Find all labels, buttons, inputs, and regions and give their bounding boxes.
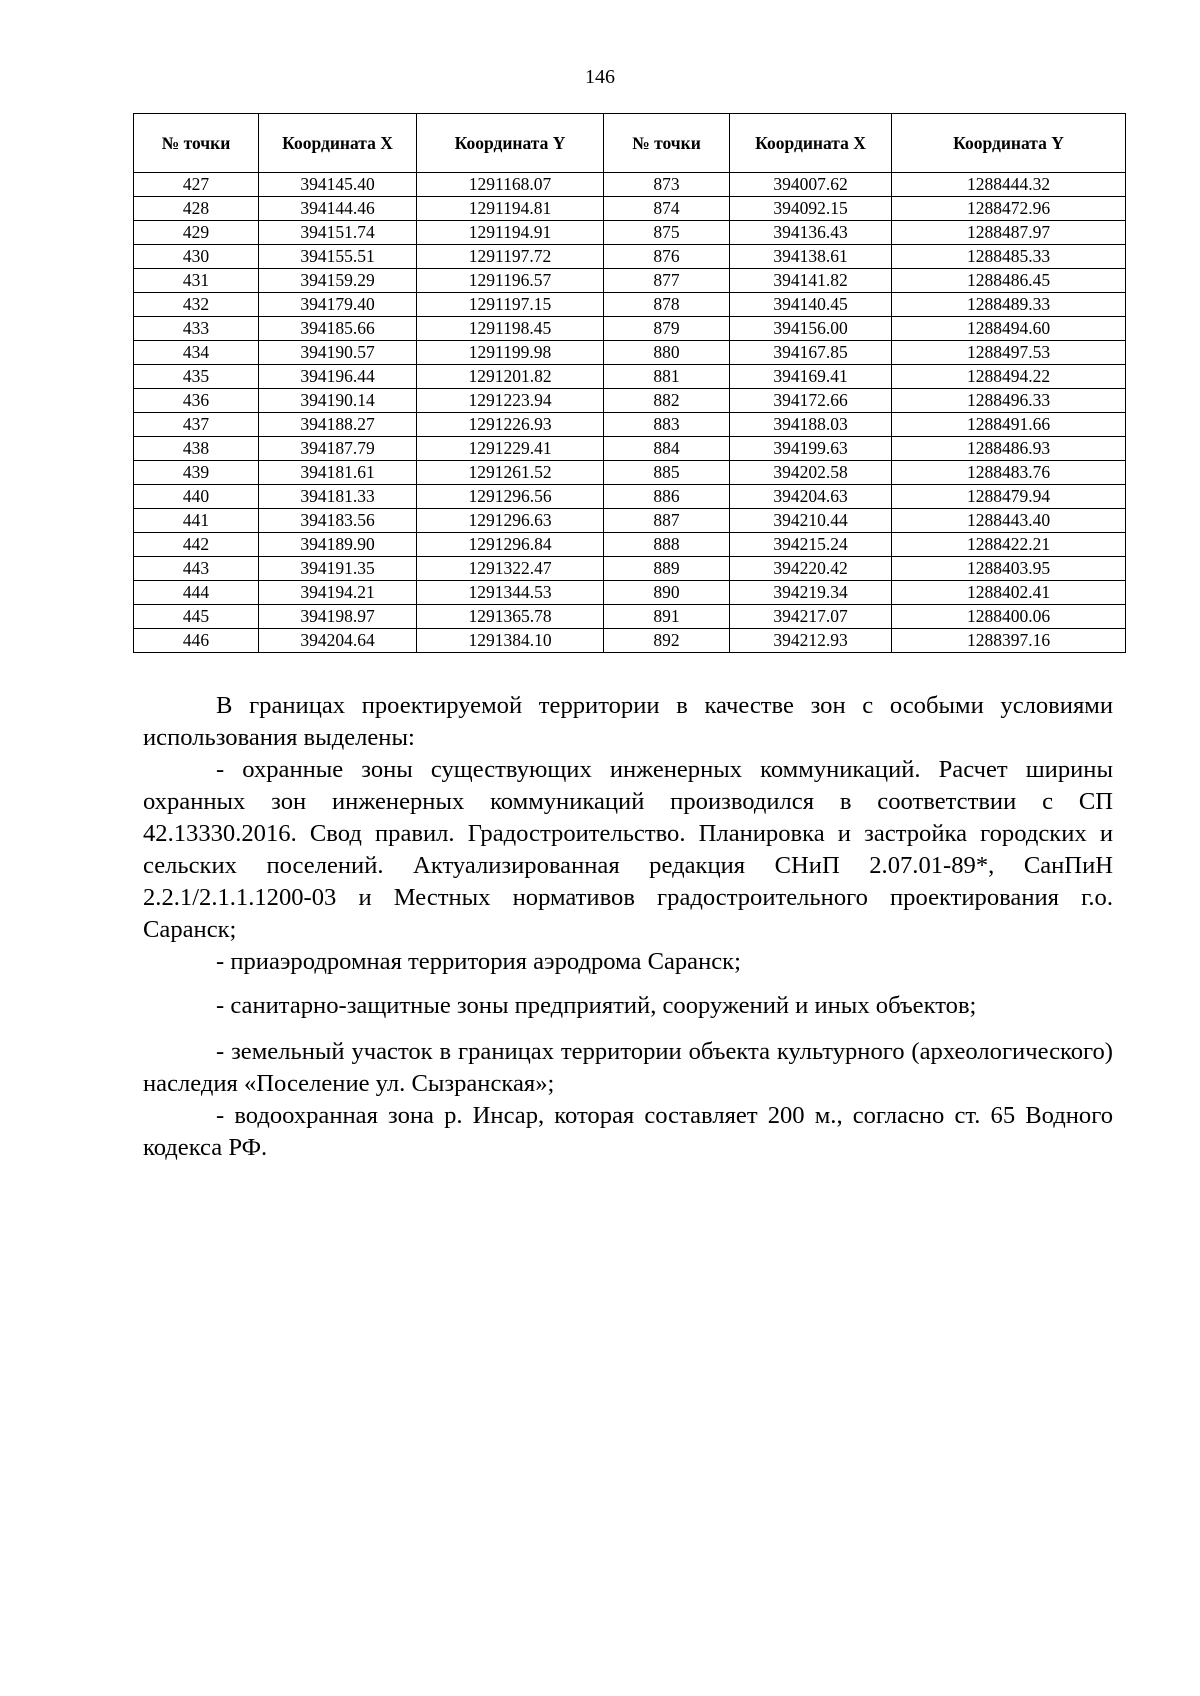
table-cell: 1291199.98 — [417, 341, 604, 365]
table-cell: 394212.93 — [730, 629, 892, 653]
table-cell: 394219.34 — [730, 581, 892, 605]
table-cell: 874 — [604, 197, 730, 221]
table-cell: 438 — [134, 437, 259, 461]
table-cell: 1288479.94 — [892, 485, 1126, 509]
table-cell: 883 — [604, 413, 730, 437]
table-cell: 394215.24 — [730, 533, 892, 557]
table-row — [134, 341, 1126, 365]
table-cell: 446 — [134, 629, 259, 653]
table-cell: 875 — [604, 221, 730, 245]
table-cell: 885 — [604, 461, 730, 485]
table-row — [134, 365, 1126, 389]
table-cell: 394196.44 — [259, 365, 417, 389]
table-cell: 881 — [604, 365, 730, 389]
header-coordinate-y: Координата Y — [892, 114, 1126, 173]
table-cell: 1291296.56 — [417, 485, 604, 509]
table-cell: 886 — [604, 485, 730, 509]
table-row — [134, 293, 1126, 317]
paragraph: - санитарно-защитные зоны предприятий, сооружений и иных объектов; — [216, 992, 977, 1019]
table-cell: 1291201.82 — [417, 365, 604, 389]
table-cell: 394172.66 — [730, 389, 892, 413]
table-row — [134, 509, 1126, 533]
paragraph: - земельный участок в границах территории объекта культурного (археологического) наследия «Поселение ул. Сызранская»; — [143, 1038, 1113, 1097]
table-row — [134, 269, 1126, 293]
table-header-row — [134, 114, 1126, 173]
table-row — [134, 629, 1126, 653]
paragraph: - охранные зоны существующих инженерных коммуникаций. Расчет ширины охранных зон инженерных коммуникаций производился в соответствии с СП 42.13330.2016. Свод правил. Градостроительство. Планировка и застройка городских и сельских поселений. Актуализированная редакция СНиП 2.07.01-89*, СанПиН 2.2.1/2.1.1.1200-03 и Местных нормативов градостроительного проектирования г.о. Саранск; — [143, 756, 1113, 943]
table-cell: 431 — [134, 269, 259, 293]
table-row — [134, 413, 1126, 437]
table-cell: 890 — [604, 581, 730, 605]
table-cell: 432 — [134, 293, 259, 317]
table-cell: 394194.21 — [259, 581, 417, 605]
table-cell: 436 — [134, 389, 259, 413]
table-cell: 887 — [604, 509, 730, 533]
table-cell: 882 — [604, 389, 730, 413]
table-cell: 394145.40 — [259, 173, 417, 197]
table-cell: 1291384.10 — [417, 629, 604, 653]
table-cell: 878 — [604, 293, 730, 317]
table-cell: 891 — [604, 605, 730, 629]
table-cell: 430 — [134, 245, 259, 269]
table-cell: 879 — [604, 317, 730, 341]
header-coordinate-y: Координата Y — [417, 114, 604, 173]
table-cell: 394190.14 — [259, 389, 417, 413]
table-cell: 1291229.41 — [417, 437, 604, 461]
table-cell: 394136.43 — [730, 221, 892, 245]
table-cell: 1288494.22 — [892, 365, 1126, 389]
table-cell: 1291322.47 — [417, 557, 604, 581]
table-cell: 1288497.53 — [892, 341, 1126, 365]
table-cell: 1288443.40 — [892, 509, 1126, 533]
table-cell: 394179.40 — [259, 293, 417, 317]
table-cell: 884 — [604, 437, 730, 461]
table-row — [134, 389, 1126, 413]
table-cell: 876 — [604, 245, 730, 269]
table-cell: 437 — [134, 413, 259, 437]
paragraph: В границах проектируемой территории в качестве зон с особыми условиями использования выделены: — [143, 692, 1113, 751]
table-cell: 1291223.94 — [417, 389, 604, 413]
table-cell: 394198.97 — [259, 605, 417, 629]
table-cell: 1291194.91 — [417, 221, 604, 245]
table-cell: 1288487.97 — [892, 221, 1126, 245]
table-cell: 394140.45 — [730, 293, 892, 317]
header-point-number: № точки — [134, 114, 259, 173]
table-cell: 394007.62 — [730, 173, 892, 197]
table-cell: 394156.00 — [730, 317, 892, 341]
body-text — [143, 690, 1113, 1164]
table-cell: 1291365.78 — [417, 605, 604, 629]
table-cell: 441 — [134, 509, 259, 533]
table-cell: 440 — [134, 485, 259, 509]
table-cell: 877 — [604, 269, 730, 293]
table-cell: 427 — [134, 173, 259, 197]
table-cell: 394155.51 — [259, 245, 417, 269]
table-cell: 1288472.96 — [892, 197, 1126, 221]
table-cell: 1288400.06 — [892, 605, 1126, 629]
table-row — [134, 245, 1126, 269]
table-cell: 394185.66 — [259, 317, 417, 341]
table-row — [134, 173, 1126, 197]
table-cell: 1288491.66 — [892, 413, 1126, 437]
table-cell: 394189.90 — [259, 533, 417, 557]
table-body — [134, 173, 1126, 653]
table-cell: 1291168.07 — [417, 173, 604, 197]
table-cell: 1291226.93 — [417, 413, 604, 437]
table-cell: 1291197.72 — [417, 245, 604, 269]
table-cell: 429 — [134, 221, 259, 245]
table-cell: 394191.35 — [259, 557, 417, 581]
table-cell: 1288496.33 — [892, 389, 1126, 413]
table-cell: 1291261.52 — [417, 461, 604, 485]
table-cell: 394217.07 — [730, 605, 892, 629]
table-row — [134, 581, 1126, 605]
table-row — [134, 533, 1126, 557]
table-cell: 1288489.33 — [892, 293, 1126, 317]
table-row — [134, 437, 1126, 461]
coordinates-table — [133, 113, 1126, 653]
header-point-number: № точки — [604, 114, 730, 173]
page-number: 146 — [585, 66, 615, 88]
table-cell: 394144.46 — [259, 197, 417, 221]
table-cell: 1291296.63 — [417, 509, 604, 533]
table-cell: 394204.63 — [730, 485, 892, 509]
table-cell: 1288494.60 — [892, 317, 1126, 341]
table-row — [134, 557, 1126, 581]
table-cell: 1291198.45 — [417, 317, 604, 341]
header-coordinate-x: Координата X — [259, 114, 417, 173]
table-cell: 394210.44 — [730, 509, 892, 533]
table-cell: 889 — [604, 557, 730, 581]
table-cell: 394181.33 — [259, 485, 417, 509]
table-cell: 394202.58 — [730, 461, 892, 485]
table-cell: 1288486.45 — [892, 269, 1126, 293]
table-row — [134, 221, 1126, 245]
table-cell: 888 — [604, 533, 730, 557]
table-row — [134, 317, 1126, 341]
table-cell: 873 — [604, 173, 730, 197]
table-cell: 394183.56 — [259, 509, 417, 533]
table-cell: 394188.03 — [730, 413, 892, 437]
table-cell: 435 — [134, 365, 259, 389]
table-cell: 394187.79 — [259, 437, 417, 461]
table-cell: 428 — [134, 197, 259, 221]
table-cell: 394190.57 — [259, 341, 417, 365]
table-cell: 394188.27 — [259, 413, 417, 437]
table-row — [134, 461, 1126, 485]
table-cell: 394151.74 — [259, 221, 417, 245]
table-cell: 394092.15 — [730, 197, 892, 221]
table-cell: 1291197.15 — [417, 293, 604, 317]
table-cell: 1288444.32 — [892, 173, 1126, 197]
table-cell: 1288486.93 — [892, 437, 1126, 461]
table-cell: 394169.41 — [730, 365, 892, 389]
table-cell: 434 — [134, 341, 259, 365]
table-cell: 892 — [604, 629, 730, 653]
table-cell: 1288397.16 — [892, 629, 1126, 653]
table-cell: 442 — [134, 533, 259, 557]
table-cell: 433 — [134, 317, 259, 341]
table-cell: 1288422.21 — [892, 533, 1126, 557]
table-cell: 394159.29 — [259, 269, 417, 293]
table-cell: 1291196.57 — [417, 269, 604, 293]
table-cell: 445 — [134, 605, 259, 629]
table-row — [134, 197, 1126, 221]
paragraph: - водоохранная зона р. Инсар, которая составляет 200 м., согласно ст. 65 Водного кодекса РФ. — [143, 1102, 1113, 1161]
table-cell: 880 — [604, 341, 730, 365]
table-cell: 394220.42 — [730, 557, 892, 581]
table-cell: 443 — [134, 557, 259, 581]
table-row — [134, 485, 1126, 509]
table-cell: 394167.85 — [730, 341, 892, 365]
paragraph: - приаэродромная территория аэродрома Саранск; — [216, 948, 741, 975]
table-cell: 1288402.41 — [892, 581, 1126, 605]
table-cell: 1291344.53 — [417, 581, 604, 605]
table-cell: 394181.61 — [259, 461, 417, 485]
table-row — [134, 605, 1126, 629]
table-cell: 1288485.33 — [892, 245, 1126, 269]
table-cell: 1288403.95 — [892, 557, 1126, 581]
table-cell: 394141.82 — [730, 269, 892, 293]
table-cell: 1291296.84 — [417, 533, 604, 557]
table-cell: 394199.63 — [730, 437, 892, 461]
table-cell: 394138.61 — [730, 245, 892, 269]
table-cell: 439 — [134, 461, 259, 485]
header-coordinate-x: Координата X — [730, 114, 892, 173]
table-cell: 444 — [134, 581, 259, 605]
table-cell: 394204.64 — [259, 629, 417, 653]
table-cell: 1288483.76 — [892, 461, 1126, 485]
table-cell: 1291194.81 — [417, 197, 604, 221]
